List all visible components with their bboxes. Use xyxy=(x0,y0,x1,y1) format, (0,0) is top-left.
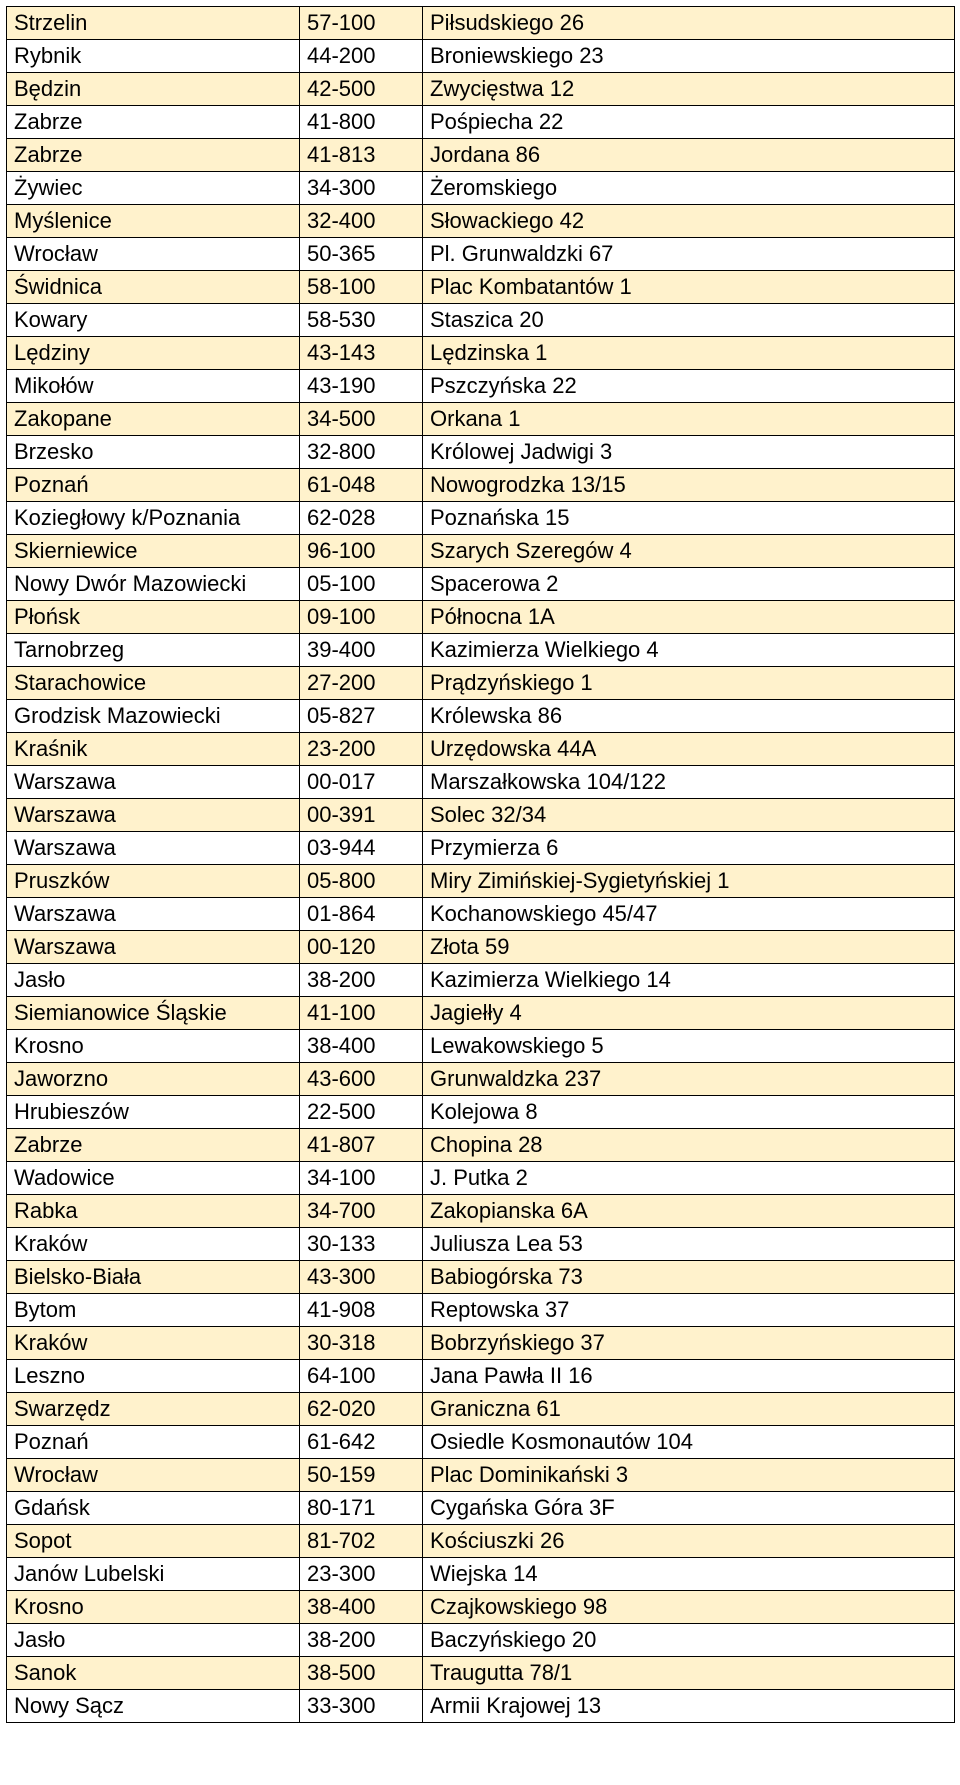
address-table-container xyxy=(6,6,954,1723)
city-cell: Zabrze xyxy=(7,139,300,172)
table-row xyxy=(7,1228,955,1261)
street-address-cell: Pl. Grunwaldzki 67 xyxy=(423,238,955,271)
street-address-cell: Poznańska 15 xyxy=(423,502,955,535)
city-cell: Kowary xyxy=(7,304,300,337)
table-row xyxy=(7,436,955,469)
city-cell: Jasło xyxy=(7,964,300,997)
table-row xyxy=(7,1492,955,1525)
postal-code-cell: 30-318 xyxy=(300,1327,423,1360)
city-cell: Sopot xyxy=(7,1525,300,1558)
city-cell: Myślenice xyxy=(7,205,300,238)
street-address-cell: Orkana 1 xyxy=(423,403,955,436)
street-address-cell: Słowackiego 42 xyxy=(423,205,955,238)
postal-code-cell: 38-200 xyxy=(300,1624,423,1657)
street-address-cell: Kolejowa 8 xyxy=(423,1096,955,1129)
street-address-cell: Urzędowska 44A xyxy=(423,733,955,766)
city-cell: Rabka xyxy=(7,1195,300,1228)
city-cell: Krosno xyxy=(7,1591,300,1624)
table-row xyxy=(7,271,955,304)
table-row xyxy=(7,337,955,370)
street-address-cell: Traugutta 78/1 xyxy=(423,1657,955,1690)
table-row xyxy=(7,1690,955,1723)
postal-code-cell: 42-500 xyxy=(300,73,423,106)
city-cell: Lędziny xyxy=(7,337,300,370)
city-cell: Strzelin xyxy=(7,7,300,40)
street-address-cell: Złota 59 xyxy=(423,931,955,964)
postal-code-cell: 41-100 xyxy=(300,997,423,1030)
city-cell: Bytom xyxy=(7,1294,300,1327)
table-row xyxy=(7,1624,955,1657)
postal-code-cell: 80-171 xyxy=(300,1492,423,1525)
street-address-cell: Reptowska 37 xyxy=(423,1294,955,1327)
postal-code-cell: 23-300 xyxy=(300,1558,423,1591)
city-cell: Rybnik xyxy=(7,40,300,73)
street-address-cell: Kościuszki 26 xyxy=(423,1525,955,1558)
postal-code-cell: 61-642 xyxy=(300,1426,423,1459)
city-cell: Siemianowice Śląskie xyxy=(7,997,300,1030)
postal-code-cell: 96-100 xyxy=(300,535,423,568)
city-cell: Świdnica xyxy=(7,271,300,304)
street-address-cell: Babiogórska 73 xyxy=(423,1261,955,1294)
postal-code-cell: 05-800 xyxy=(300,865,423,898)
street-address-cell: Chopina 28 xyxy=(423,1129,955,1162)
city-cell: Będzin xyxy=(7,73,300,106)
postal-code-cell: 44-200 xyxy=(300,40,423,73)
postal-code-cell: 81-702 xyxy=(300,1525,423,1558)
table-row xyxy=(7,403,955,436)
postal-code-cell: 41-908 xyxy=(300,1294,423,1327)
table-row xyxy=(7,832,955,865)
city-cell: Płońsk xyxy=(7,601,300,634)
city-cell: Zabrze xyxy=(7,1129,300,1162)
postal-code-cell: 50-159 xyxy=(300,1459,423,1492)
street-address-cell: Nowogrodzka 13/15 xyxy=(423,469,955,502)
city-cell: Leszno xyxy=(7,1360,300,1393)
street-address-cell: Marszałkowska 104/122 xyxy=(423,766,955,799)
table-row xyxy=(7,1525,955,1558)
city-cell: Skierniewice xyxy=(7,535,300,568)
table-row xyxy=(7,964,955,997)
postal-code-cell: 43-190 xyxy=(300,370,423,403)
street-address-cell: Piłsudskiego 26 xyxy=(423,7,955,40)
postal-code-cell: 50-365 xyxy=(300,238,423,271)
table-row xyxy=(7,1657,955,1690)
street-address-cell: Królewska 86 xyxy=(423,700,955,733)
postal-code-cell: 61-048 xyxy=(300,469,423,502)
street-address-cell: Kochanowskiego 45/47 xyxy=(423,898,955,931)
table-row xyxy=(7,1426,955,1459)
city-cell: Tarnobrzeg xyxy=(7,634,300,667)
postal-code-cell: 33-300 xyxy=(300,1690,423,1723)
postal-code-cell: 39-400 xyxy=(300,634,423,667)
table-row xyxy=(7,1294,955,1327)
city-cell: Pruszków xyxy=(7,865,300,898)
postal-code-cell: 09-100 xyxy=(300,601,423,634)
table-row xyxy=(7,700,955,733)
street-address-cell: Lędzinska 1 xyxy=(423,337,955,370)
street-address-cell: Żeromskiego xyxy=(423,172,955,205)
city-cell: Koziegłowy k/Poznania xyxy=(7,502,300,535)
postal-code-cell: 34-300 xyxy=(300,172,423,205)
city-cell: Zakopane xyxy=(7,403,300,436)
city-cell: Warszawa xyxy=(7,931,300,964)
postal-code-cell: 00-017 xyxy=(300,766,423,799)
table-row xyxy=(7,238,955,271)
city-cell: Żywiec xyxy=(7,172,300,205)
street-address-cell: Plac Kombatantów 1 xyxy=(423,271,955,304)
city-cell: Mikołów xyxy=(7,370,300,403)
table-row xyxy=(7,1129,955,1162)
city-cell: Jaworzno xyxy=(7,1063,300,1096)
table-row xyxy=(7,1195,955,1228)
city-cell: Gdańsk xyxy=(7,1492,300,1525)
city-cell: Sanok xyxy=(7,1657,300,1690)
city-cell: Warszawa xyxy=(7,898,300,931)
postal-code-cell: 23-200 xyxy=(300,733,423,766)
table-row xyxy=(7,634,955,667)
street-address-cell: Broniewskiego 23 xyxy=(423,40,955,73)
table-row xyxy=(7,370,955,403)
city-cell: Poznań xyxy=(7,1426,300,1459)
postal-code-cell: 03-944 xyxy=(300,832,423,865)
postal-code-cell: 38-400 xyxy=(300,1591,423,1624)
street-address-cell: Jagiełły 4 xyxy=(423,997,955,1030)
street-address-cell: Grunwaldzka 237 xyxy=(423,1063,955,1096)
postal-code-cell: 30-133 xyxy=(300,1228,423,1261)
postal-code-cell: 58-530 xyxy=(300,304,423,337)
postal-code-cell: 58-100 xyxy=(300,271,423,304)
postal-code-cell: 00-391 xyxy=(300,799,423,832)
postal-code-cell: 05-827 xyxy=(300,700,423,733)
city-cell: Starachowice xyxy=(7,667,300,700)
postal-code-cell: 22-500 xyxy=(300,1096,423,1129)
street-address-cell: Lewakowskiego 5 xyxy=(423,1030,955,1063)
postal-code-cell: 43-143 xyxy=(300,337,423,370)
table-row xyxy=(7,7,955,40)
street-address-cell: Osiedle Kosmonautów 104 xyxy=(423,1426,955,1459)
city-cell: Kraków xyxy=(7,1228,300,1261)
street-address-cell: Zakopianska 6A xyxy=(423,1195,955,1228)
table-row xyxy=(7,931,955,964)
street-address-cell: Północna 1A xyxy=(423,601,955,634)
city-cell: Wadowice xyxy=(7,1162,300,1195)
street-address-cell: Wiejska 14 xyxy=(423,1558,955,1591)
postal-code-cell: 34-500 xyxy=(300,403,423,436)
table-row xyxy=(7,1360,955,1393)
table-row xyxy=(7,139,955,172)
postal-code-cell: 32-400 xyxy=(300,205,423,238)
postal-code-cell: 27-200 xyxy=(300,667,423,700)
table-row xyxy=(7,997,955,1030)
postal-code-cell: 38-400 xyxy=(300,1030,423,1063)
city-cell: Hrubieszów xyxy=(7,1096,300,1129)
postal-code-cell: 05-100 xyxy=(300,568,423,601)
postal-code-cell: 41-807 xyxy=(300,1129,423,1162)
street-address-cell: Pszczyńska 22 xyxy=(423,370,955,403)
table-row xyxy=(7,667,955,700)
table-row xyxy=(7,1327,955,1360)
street-address-cell: Szarych Szeregów 4 xyxy=(423,535,955,568)
city-cell: Grodzisk Mazowiecki xyxy=(7,700,300,733)
table-row xyxy=(7,799,955,832)
street-address-cell: Graniczna 61 xyxy=(423,1393,955,1426)
postal-code-cell: 64-100 xyxy=(300,1360,423,1393)
table-row xyxy=(7,73,955,106)
postal-code-cell: 00-120 xyxy=(300,931,423,964)
postal-code-cell: 34-700 xyxy=(300,1195,423,1228)
street-address-cell: J. Putka 2 xyxy=(423,1162,955,1195)
street-address-cell: Kazimierza Wielkiego 4 xyxy=(423,634,955,667)
table-row xyxy=(7,601,955,634)
postal-code-cell: 38-200 xyxy=(300,964,423,997)
table-row xyxy=(7,1096,955,1129)
city-cell: Poznań xyxy=(7,469,300,502)
city-cell: Nowy Sącz xyxy=(7,1690,300,1723)
city-cell: Nowy Dwór Mazowiecki xyxy=(7,568,300,601)
city-cell: Kraków xyxy=(7,1327,300,1360)
city-cell: Zabrze xyxy=(7,106,300,139)
street-address-cell: Zwycięstwa 12 xyxy=(423,73,955,106)
city-cell: Warszawa xyxy=(7,799,300,832)
postal-code-cell: 43-300 xyxy=(300,1261,423,1294)
city-cell: Swarzędz xyxy=(7,1393,300,1426)
postal-code-cell: 62-020 xyxy=(300,1393,423,1426)
table-row xyxy=(7,205,955,238)
postal-code-cell: 34-100 xyxy=(300,1162,423,1195)
table-row xyxy=(7,469,955,502)
postal-code-cell: 57-100 xyxy=(300,7,423,40)
city-cell: Warszawa xyxy=(7,832,300,865)
city-cell: Wrocław xyxy=(7,1459,300,1492)
table-row xyxy=(7,1063,955,1096)
street-address-cell: Spacerowa 2 xyxy=(423,568,955,601)
street-address-cell: Baczyńskiego 20 xyxy=(423,1624,955,1657)
city-cell: Janów Lubelski xyxy=(7,1558,300,1591)
table-row xyxy=(7,106,955,139)
street-address-cell: Jana Pawła II 16 xyxy=(423,1360,955,1393)
table-row xyxy=(7,1030,955,1063)
table-row xyxy=(7,1591,955,1624)
street-address-cell: Królowej Jadwigi 3 xyxy=(423,436,955,469)
table-row xyxy=(7,865,955,898)
table-row xyxy=(7,502,955,535)
table-row xyxy=(7,898,955,931)
table-row xyxy=(7,172,955,205)
street-address-cell: Pośpiecha 22 xyxy=(423,106,955,139)
table-row xyxy=(7,304,955,337)
table-row xyxy=(7,535,955,568)
table-row xyxy=(7,1558,955,1591)
postal-code-cell: 01-864 xyxy=(300,898,423,931)
street-address-cell: Przymierza 6 xyxy=(423,832,955,865)
table-row xyxy=(7,1393,955,1426)
street-address-cell: Juliusza Lea 53 xyxy=(423,1228,955,1261)
city-cell: Wrocław xyxy=(7,238,300,271)
table-row xyxy=(7,733,955,766)
postal-code-cell: 32-800 xyxy=(300,436,423,469)
city-cell: Jasło xyxy=(7,1624,300,1657)
table-row xyxy=(7,766,955,799)
street-address-cell: Armii Krajowej 13 xyxy=(423,1690,955,1723)
table-row xyxy=(7,568,955,601)
postal-code-cell: 41-813 xyxy=(300,139,423,172)
street-address-cell: Cygańska Góra 3F xyxy=(423,1492,955,1525)
address-table-body xyxy=(7,7,955,1723)
street-address-cell: Jordana 86 xyxy=(423,139,955,172)
city-cell: Bielsko-Biała xyxy=(7,1261,300,1294)
address-table xyxy=(6,6,955,1723)
city-cell: Krosno xyxy=(7,1030,300,1063)
postal-code-cell: 43-600 xyxy=(300,1063,423,1096)
street-address-cell: Staszica 20 xyxy=(423,304,955,337)
street-address-cell: Miry Zimińskiej-Sygietyńskiej 1 xyxy=(423,865,955,898)
postal-code-cell: 38-500 xyxy=(300,1657,423,1690)
city-cell: Kraśnik xyxy=(7,733,300,766)
street-address-cell: Kazimierza Wielkiego 14 xyxy=(423,964,955,997)
city-cell: Warszawa xyxy=(7,766,300,799)
street-address-cell: Czajkowskiego 98 xyxy=(423,1591,955,1624)
street-address-cell: Prądzyńskiego 1 xyxy=(423,667,955,700)
table-row xyxy=(7,1261,955,1294)
city-cell: Brzesko xyxy=(7,436,300,469)
postal-code-cell: 41-800 xyxy=(300,106,423,139)
table-row xyxy=(7,40,955,73)
street-address-cell: Solec 32/34 xyxy=(423,799,955,832)
table-row xyxy=(7,1162,955,1195)
postal-code-cell: 62-028 xyxy=(300,502,423,535)
street-address-cell: Bobrzyńskiego 37 xyxy=(423,1327,955,1360)
street-address-cell: Plac Dominikański 3 xyxy=(423,1459,955,1492)
table-row xyxy=(7,1459,955,1492)
